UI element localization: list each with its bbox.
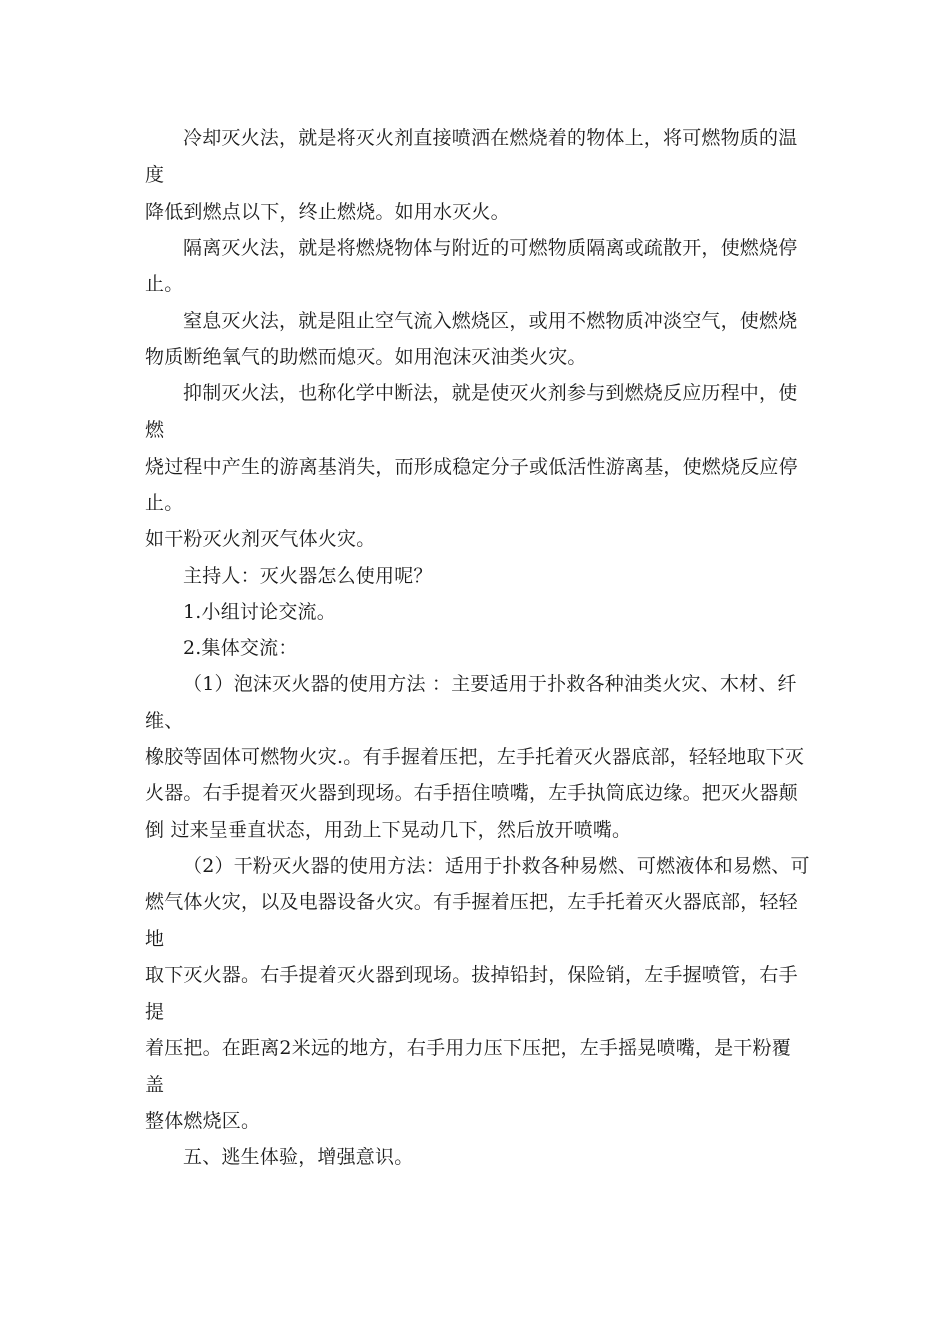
text-line: 地 [145, 928, 165, 950]
text-line: （2）干粉灭火器的使用方法：适用于扑救各种易燃、可燃液体和易燃、可 [183, 855, 810, 877]
text-line: 火器。右手提着灭火器到现场。右手捂住喷嘴，左手执筒底边缘。把灭火器颠 [145, 782, 798, 804]
text-line: 主持人：灭火器怎么使用呢？ [183, 565, 433, 587]
text-line: 倒 过来呈垂直状态，用劲上下晃动几下，然后放开喷嘴。 [145, 819, 632, 841]
text-line: 冷却灭火法，就是将灭火剂直接喷洒在燃烧着的物体上，将可燃物质的温 [183, 127, 798, 149]
text-line: 隔离灭火法，就是将燃烧物体与附近的可燃物质隔离或疏散开，使燃烧停 [183, 237, 798, 259]
text-line: 提 [145, 1001, 165, 1023]
text-line: 橡胶等固体可燃物火灾.。有手握着压把，左手托着灭火器底部，轻轻地取下灭 [145, 746, 805, 768]
text-line: 1.小组讨论交流。 [183, 601, 336, 623]
text-line: 五、逃生体验，增强意识。 [183, 1146, 414, 1168]
text-line: 维、 [145, 710, 184, 732]
text-line: 着压把。在距离2米远的地方，右手用力压下压把，左手摇晃喷嘴，是干粉覆 [145, 1037, 791, 1059]
text-line: 降低到燃点以下，终止燃烧。如用水灭火。 [145, 201, 510, 223]
text-line: 止。 [145, 273, 184, 295]
text-line: 抑制灭火法，也称化学中断法，就是使灭火剂参与到燃烧反应历程中，使 [183, 382, 798, 404]
text-line: 2.集体交流： [183, 637, 298, 659]
text-line: 燃气体火灾，以及电器设备火灾。有手握着压把，左手托着灭火器底部，轻轻 [145, 891, 798, 913]
text-line: 取下灭火器。右手提着灭火器到现场。拔掉铅封，保险销，左手握喷管，右手 [145, 964, 798, 986]
text-line: 如干粉灭火剂灭气体火灾。 [145, 528, 376, 550]
text-line: 燃 [145, 419, 165, 441]
text-line: 整体燃烧区。 [145, 1110, 261, 1132]
text-line: 度 [145, 164, 165, 186]
text-line: （1）泡沫灭火器的使用方法 ：主要适用于扑救各种油类火灾、木材、纤 [183, 673, 797, 695]
text-line: 盖 [145, 1074, 165, 1096]
text-line: 物质断绝氧气的助燃而熄灭。如用泡沫灭油类火灾。 [145, 346, 587, 368]
text-line: 烧过程中产生的游离基消失，而形成稳定分子或低活性游离基，使燃烧反应停 [145, 456, 798, 478]
text-line: 窒息灭火法，就是阻止空气流入燃烧区，或用不燃物质冲淡空气，使燃烧 [183, 310, 798, 332]
text-line: 止。 [145, 492, 184, 514]
